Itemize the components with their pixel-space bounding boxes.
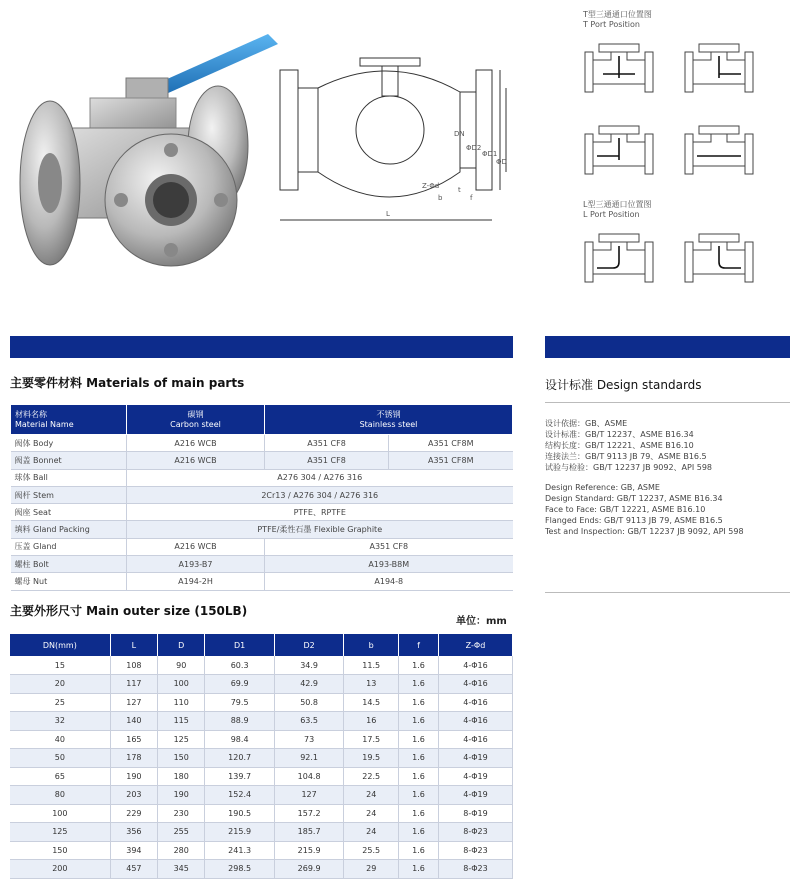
size-row [10, 841, 513, 860]
label-DN: DN [454, 130, 465, 138]
l-port-figure-2 [683, 232, 755, 290]
material-carbon: A216 WCB [127, 452, 265, 469]
size-header-cell: Z-Φd [438, 634, 512, 656]
standard-line: 结构长度：GB/T 12221、ASME B16.10 [545, 441, 694, 450]
size-cell: 1.6 [399, 712, 439, 731]
standards-title: 设计标准 Design standards [545, 378, 702, 392]
standards-en-list [545, 482, 744, 537]
material-carbon: A194-2H [127, 573, 265, 590]
size-cell: 230 [158, 804, 205, 823]
l-port-title-cn: L型三通通口位置图 [583, 200, 652, 209]
size-cell: 165 [110, 730, 157, 749]
size-cell: 24 [344, 804, 399, 823]
size-cell: 4-Φ16 [438, 693, 512, 712]
size-cell: 50.8 [274, 693, 343, 712]
material-stainless-cf8m: A351 CF8M [389, 435, 513, 452]
size-row [10, 786, 513, 805]
material-stainless-cf8: A351 CF8 [265, 435, 389, 452]
standard-line: Face to Face: GB/T 12221, ASME B16.10 [545, 505, 706, 514]
size-cell: 1.6 [399, 860, 439, 879]
size-cell: 24 [344, 823, 399, 842]
size-header-cell: b [344, 634, 399, 656]
materials-table [10, 404, 513, 591]
header-stainless-en: Stainless steel [359, 419, 418, 429]
size-row [10, 730, 513, 749]
material-stainless-cf8m: A351 CF8M [389, 452, 513, 469]
standards-divider-bottom [545, 592, 790, 593]
size-cell: 60.3 [205, 656, 274, 675]
size-cell: 215.9 [274, 841, 343, 860]
material-name: 阀座 Seat [11, 504, 127, 521]
size-cell: 50 [10, 749, 110, 768]
size-cell: 255 [158, 823, 205, 842]
l-port-figure-1 [583, 232, 655, 290]
standard-line: Design Standard: GB/T 12237, ASME B16.34 [545, 494, 723, 503]
size-cell: 90 [158, 656, 205, 675]
material-stainless: A194-8 [265, 573, 513, 590]
size-cell: 63.5 [274, 712, 343, 731]
header-name-en: Material Name [15, 419, 74, 429]
label-b: b [438, 194, 443, 202]
size-cell: 4-Φ16 [438, 675, 512, 694]
size-cell: 11.5 [344, 656, 399, 675]
size-cell: 157.2 [274, 804, 343, 823]
size-cell: 4-Φ19 [438, 786, 512, 805]
size-cell: 24 [344, 786, 399, 805]
material-name: 填料 Gland Packing [11, 521, 127, 538]
size-cell: 15 [10, 656, 110, 675]
size-cell: 65 [10, 767, 110, 786]
standard-line: 设计依据：GB、ASME [545, 419, 628, 428]
sizes-table-body [10, 656, 513, 878]
left-section-bar [10, 336, 513, 358]
size-cell: 40 [10, 730, 110, 749]
size-row [10, 823, 513, 842]
material-value-all: PTFE/柔性石墨 Flexible Graphite [127, 521, 513, 538]
material-carbon: A216 WCB [127, 435, 265, 452]
size-cell: 1.6 [399, 786, 439, 805]
size-cell: 139.7 [205, 767, 274, 786]
size-cell: 1.6 [399, 693, 439, 712]
size-cell: 80 [10, 786, 110, 805]
right-section-bar [545, 336, 790, 358]
size-cell: 4-Φ16 [438, 712, 512, 731]
size-cell: 42.9 [274, 675, 343, 694]
t-port-figure-3 [583, 124, 655, 182]
standard-line: 设计标准：GB/T 12237、ASME B16.34 [545, 430, 694, 439]
materials-row [11, 538, 513, 555]
unit-label: 单位：mm [456, 616, 507, 627]
material-stainless: A351 CF8 [265, 538, 513, 555]
size-cell: 1.6 [399, 823, 439, 842]
materials-row [11, 573, 513, 590]
size-row [10, 767, 513, 786]
sizes-title: 主要外形尺寸 Main outer size (150LB) [10, 604, 248, 618]
size-cell: 100 [10, 804, 110, 823]
material-name: 阀杆 Stem [11, 486, 127, 503]
size-cell: 29 [344, 860, 399, 879]
size-cell: 178 [110, 749, 157, 768]
standards-cn-list [545, 418, 712, 473]
size-cell: 16 [344, 712, 399, 731]
size-row [10, 656, 513, 675]
valve-section-drawing [270, 52, 510, 232]
size-cell: 125 [10, 823, 110, 842]
size-cell: 394 [110, 841, 157, 860]
header-stainless-cn: 不锈钢 [376, 409, 401, 419]
materials-header-name [11, 405, 127, 435]
size-cell: 8-Φ19 [438, 804, 512, 823]
size-cell: 190.5 [205, 804, 274, 823]
size-cell: 19.5 [344, 749, 399, 768]
size-cell: 4-Φ16 [438, 656, 512, 675]
standard-line: Design Reference: GB, ASME [545, 483, 660, 492]
sizes-table [10, 634, 513, 879]
size-cell: 117 [110, 675, 157, 694]
materials-row [11, 435, 513, 452]
header-carbon-en: Carbon steel [170, 419, 221, 429]
size-cell: 1.6 [399, 841, 439, 860]
size-header-cell: D [158, 634, 205, 656]
header-carbon-cn: 碳钢 [187, 409, 204, 419]
size-cell: 203 [110, 786, 157, 805]
size-cell: 1.6 [399, 656, 439, 675]
size-cell: 4-Φ19 [438, 767, 512, 786]
label-D1: ΦD1 [482, 150, 498, 158]
standard-line: 连接法兰：GB/T 9113 JB 79、ASME B16.5 [545, 452, 707, 461]
size-cell: 108 [110, 656, 157, 675]
label-Zd: Z-Φd [422, 182, 440, 190]
size-cell: 127 [110, 693, 157, 712]
size-cell: 152.4 [205, 786, 274, 805]
size-cell: 73 [274, 730, 343, 749]
size-cell: 4-Φ19 [438, 749, 512, 768]
size-cell: 200 [10, 860, 110, 879]
size-row [10, 712, 513, 731]
materials-title: 主要零件材料 Materials of main parts [10, 376, 245, 390]
size-cell: 150 [10, 841, 110, 860]
size-cell: 185.7 [274, 823, 343, 842]
size-cell: 190 [110, 767, 157, 786]
size-cell: 34.9 [274, 656, 343, 675]
materials-table-body [11, 435, 513, 591]
size-header-cell: f [399, 634, 439, 656]
material-stainless-cf8: A351 CF8 [265, 452, 389, 469]
size-cell: 17.5 [344, 730, 399, 749]
size-row [10, 804, 513, 823]
l-port-title-en: L Port Position [583, 210, 640, 219]
size-cell: 22.5 [344, 767, 399, 786]
material-name: 阀盖 Bonnet [11, 452, 127, 469]
size-cell: 32 [10, 712, 110, 731]
size-header-cell: L [110, 634, 157, 656]
size-cell: 69.9 [205, 675, 274, 694]
standards-divider-top [545, 402, 790, 403]
size-cell: 190 [158, 786, 205, 805]
size-cell: 269.9 [274, 860, 343, 879]
size-cell: 280 [158, 841, 205, 860]
size-cell: 14.5 [344, 693, 399, 712]
size-cell: 1.6 [399, 730, 439, 749]
size-cell: 1.6 [399, 749, 439, 768]
material-stainless: A193-B8M [265, 556, 513, 573]
size-cell: 88.9 [205, 712, 274, 731]
size-header-cell: D1 [205, 634, 274, 656]
materials-row [11, 556, 513, 573]
size-cell: 215.9 [205, 823, 274, 842]
size-cell: 241.3 [205, 841, 274, 860]
label-D2: ΦD2 [466, 144, 482, 152]
t-port-title-en: T Port Position [583, 20, 640, 29]
size-cell: 125 [158, 730, 205, 749]
size-cell: 127 [274, 786, 343, 805]
materials-row [11, 486, 513, 503]
materials-row [11, 469, 513, 486]
size-row [10, 693, 513, 712]
size-cell: 140 [110, 712, 157, 731]
material-carbon: A193-B7 [127, 556, 265, 573]
size-cell: 92.1 [274, 749, 343, 768]
material-name: 球体 Ball [11, 469, 127, 486]
size-cell: 8-Φ23 [438, 841, 512, 860]
sizes-header-row [10, 634, 513, 656]
standard-line: 试验与检验：GB/T 12237 JB 9092、API 598 [545, 463, 713, 472]
size-cell: 298.5 [205, 860, 274, 879]
material-value-all: 2Cr13 / A276 304 / A276 316 [127, 486, 513, 503]
size-cell: 4-Φ16 [438, 730, 512, 749]
label-D: ΦD [496, 158, 507, 166]
t-port-title-cn: T型三通通口位置图 [583, 10, 652, 19]
size-header-cell: DN(mm) [10, 634, 110, 656]
material-value-all: PTFE、RPTFE [127, 504, 513, 521]
size-cell: 229 [110, 804, 157, 823]
size-row [10, 749, 513, 768]
size-cell: 98.4 [205, 730, 274, 749]
material-name: 螺母 Nut [11, 573, 127, 590]
size-cell: 1.6 [399, 804, 439, 823]
label-t: t [458, 186, 461, 194]
size-cell: 120.7 [205, 749, 274, 768]
size-cell: 150 [158, 749, 205, 768]
header-name-cn: 材料名称 [15, 409, 47, 419]
size-cell: 13 [344, 675, 399, 694]
size-cell: 25 [10, 693, 110, 712]
size-cell: 457 [110, 860, 157, 879]
valve-product-photo [6, 28, 280, 278]
t-port-figure-1 [583, 42, 655, 100]
material-name: 阀体 Body [11, 435, 127, 452]
size-cell: 110 [158, 693, 205, 712]
size-cell: 356 [110, 823, 157, 842]
size-cell: 1.6 [399, 767, 439, 786]
size-cell: 345 [158, 860, 205, 879]
size-cell: 115 [158, 712, 205, 731]
material-carbon: A216 WCB [127, 538, 265, 555]
size-cell: 180 [158, 767, 205, 786]
size-row [10, 860, 513, 879]
size-cell: 1.6 [399, 675, 439, 694]
materials-row [11, 504, 513, 521]
material-value-all: A276 304 / A276 316 [127, 469, 513, 486]
size-header-cell: D2 [274, 634, 343, 656]
size-cell: 8-Φ23 [438, 860, 512, 879]
size-cell: 20 [10, 675, 110, 694]
standard-line: Flanged Ends: GB/T 9113 JB 79, ASME B16.5 [545, 516, 723, 525]
materials-header-carbon [127, 405, 265, 435]
t-port-figure-2 [683, 42, 755, 100]
size-row [10, 675, 513, 694]
size-cell: 25.5 [344, 841, 399, 860]
material-name: 螺柱 Bolt [11, 556, 127, 573]
size-cell: 79.5 [205, 693, 274, 712]
t-port-figure-4 [683, 124, 755, 182]
size-cell: 100 [158, 675, 205, 694]
illustration-area [0, 0, 800, 330]
label-L: L [386, 210, 390, 218]
size-cell: 104.8 [274, 767, 343, 786]
materials-row [11, 452, 513, 469]
material-name: 压盖 Gland [11, 538, 127, 555]
standard-line: Test and Inspection: GB/T 12237 JB 9092, API 598 [545, 527, 744, 536]
size-cell: 8-Φ23 [438, 823, 512, 842]
label-f: f [470, 194, 473, 202]
materials-header-stainless [265, 405, 513, 435]
materials-row [11, 521, 513, 538]
